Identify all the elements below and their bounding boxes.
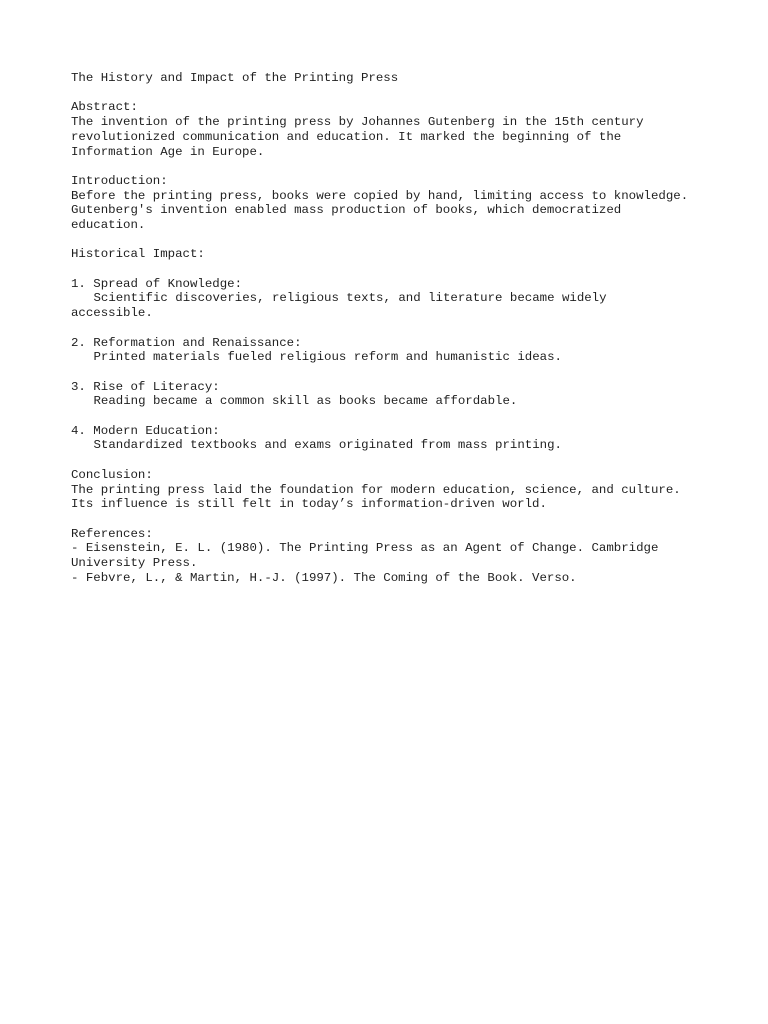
spacer <box>71 453 751 468</box>
spacer <box>71 233 751 248</box>
conclusion-line: Its influence is still felt in today’s information-driven world. <box>71 497 547 512</box>
impact-item-title: 2. Reformation and Renaissance: <box>71 335 302 350</box>
abstract-section <box>71 100 751 159</box>
conclusion-section <box>71 468 751 512</box>
impact-item-spread-of-knowledge <box>71 277 751 321</box>
spacer <box>71 321 751 336</box>
impact-item-text: Printed materials fueled religious reform and humanistic ideas. <box>93 350 562 365</box>
abstract-heading: Abstract: <box>71 100 138 115</box>
impact-item-title: 4. Modern Education: <box>71 423 220 438</box>
impact-item-text: Standardized textbooks and exams originated from mass printing. <box>93 438 562 453</box>
impact-item-text: Scientific discoveries, religious texts, and literature became widely <box>93 291 607 306</box>
spacer <box>71 262 751 277</box>
reference-entry-wrap: University Press. <box>71 556 198 571</box>
references-heading: References: <box>71 526 153 541</box>
reference-entry: - Febvre, L., & Martin, H.-J. (1997). The Coming of the Book. Verso. <box>71 570 577 585</box>
references-section <box>71 527 751 586</box>
abstract-line: revolutionized communication and education. It marked the beginning of the <box>71 129 622 144</box>
impact-item-title: 1. Spread of Knowledge: <box>71 276 243 291</box>
impact-item-text: Reading became a common skill as books became affordable. <box>93 394 518 409</box>
reference-entry: - Eisenstein, E. L. (1980). The Printing Press as an Agent of Change. Cambridge <box>71 541 659 556</box>
impact-item-title: 3. Rise of Literacy: <box>71 379 220 394</box>
introduction-section <box>71 174 751 233</box>
conclusion-line: The printing press laid the foundation for modern education, science, and culture. <box>71 482 681 497</box>
abstract-line: The invention of the printing press by Johannes Gutenberg in the 15th century <box>71 115 644 130</box>
introduction-heading: Introduction: <box>71 173 168 188</box>
impact-item-literacy <box>71 380 751 409</box>
document-title: The History and Impact of the Printing Press <box>71 71 399 85</box>
document-page <box>71 71 751 585</box>
historical-impact-section <box>71 247 751 453</box>
spacer <box>71 512 751 527</box>
spacer <box>71 409 751 424</box>
introduction-line: education. <box>71 218 146 232</box>
introduction-line: Gutenberg's invention enabled mass production of books, which democratized <box>71 203 622 218</box>
impact-item-text-wrap: accessible. <box>71 306 153 321</box>
impact-item-reformation <box>71 336 751 365</box>
spacer <box>71 365 751 380</box>
spacer <box>71 159 751 174</box>
introduction-line: Before the printing press, books were copied by hand, limiting access to knowledge. <box>71 188 689 203</box>
conclusion-heading: Conclusion: <box>71 467 153 482</box>
historical-impact-heading: Historical Impact: <box>71 247 205 262</box>
spacer <box>71 86 751 101</box>
abstract-line: Information Age in Europe. <box>71 144 265 159</box>
impact-item-modern-education <box>71 424 751 453</box>
